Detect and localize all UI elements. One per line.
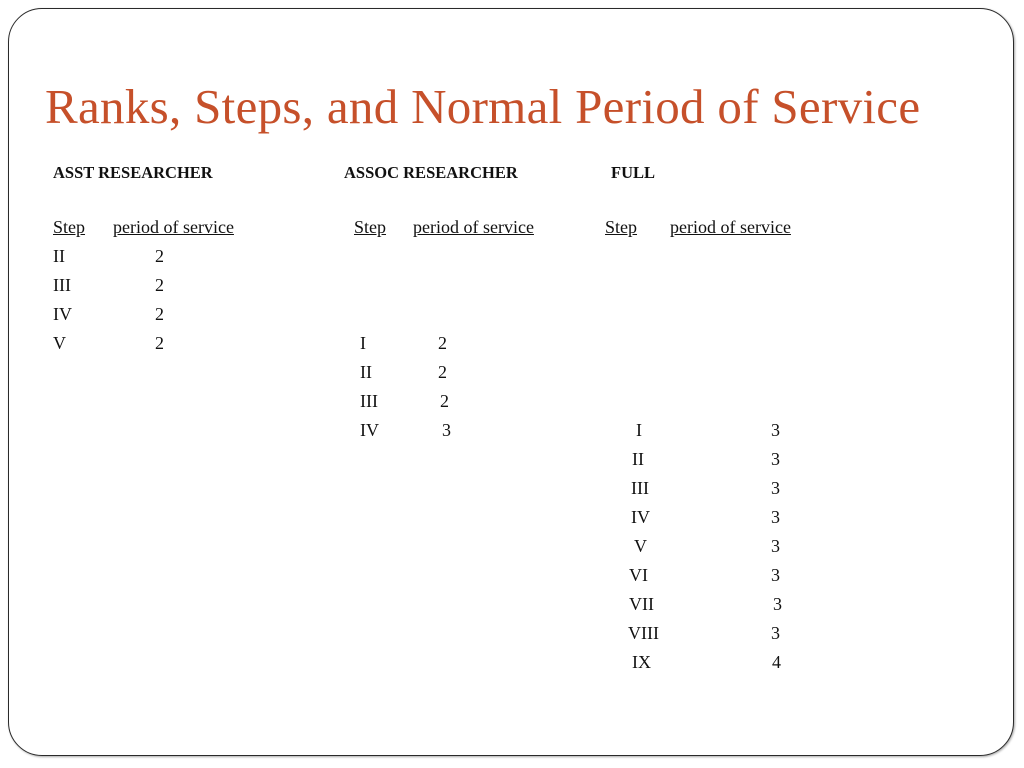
full-period-cell: 3 — [773, 594, 782, 614]
asst-step-cell: II — [53, 246, 65, 266]
asst-step-header: Step — [53, 217, 86, 237]
assoc-period-cell: 2 — [438, 362, 447, 382]
assoc-step-cell: III — [360, 391, 378, 411]
asst-step-cell: III — [53, 275, 71, 295]
full-step-cell: VIII — [628, 623, 659, 643]
full-period-cell: 3 — [771, 565, 780, 585]
assoc-step-header: Step — [354, 217, 387, 237]
assoc-step-cell: II — [360, 362, 372, 382]
asst-step-cell: IV — [53, 304, 72, 324]
full-period-header: period of service — [670, 217, 791, 237]
full-step-cell: IV — [631, 507, 650, 527]
full-step-cell: III — [631, 478, 649, 498]
full-step-cell: IX — [632, 652, 651, 672]
full-step-header: Step — [605, 217, 638, 237]
assoc-period-cell: 2 — [438, 333, 447, 353]
full-step-cell: II — [632, 449, 644, 469]
full-step-cell: VII — [629, 594, 654, 614]
full-period-cell: 3 — [771, 623, 780, 643]
asst-period-cell: 2 — [155, 333, 164, 353]
assoc-period-cell: 2 — [440, 391, 449, 411]
full-period-cell: 3 — [771, 420, 780, 440]
rank-heading-full: FULL — [611, 163, 656, 182]
asst-period-header: period of service — [113, 217, 234, 237]
full-period-cell: 4 — [772, 652, 781, 672]
asst-period-cell: 2 — [155, 246, 164, 266]
rank-heading-assoc: ASSOC RESEARCHER — [344, 163, 518, 182]
full-period-cell: 3 — [771, 449, 780, 469]
full-step-cell: I — [636, 420, 642, 440]
full-period-cell: 3 — [771, 478, 780, 498]
full-step-cell: VI — [629, 565, 648, 585]
assoc-step-cell: I — [360, 333, 366, 353]
asst-step-cell: V — [53, 333, 66, 353]
asst-period-cell: 2 — [155, 304, 164, 324]
asst-period-cell: 2 — [155, 275, 164, 295]
rank-heading-asst: ASST RESEARCHER — [53, 163, 213, 182]
assoc-step-cell: IV — [360, 420, 379, 440]
assoc-period-header: period of service — [413, 217, 534, 237]
slide-title: Ranks, Steps, and Normal Period of Service — [45, 79, 921, 134]
full-period-cell: 3 — [771, 507, 780, 527]
full-step-cell: V — [634, 536, 647, 556]
full-period-cell: 3 — [771, 536, 780, 556]
assoc-period-cell: 3 — [442, 420, 451, 440]
